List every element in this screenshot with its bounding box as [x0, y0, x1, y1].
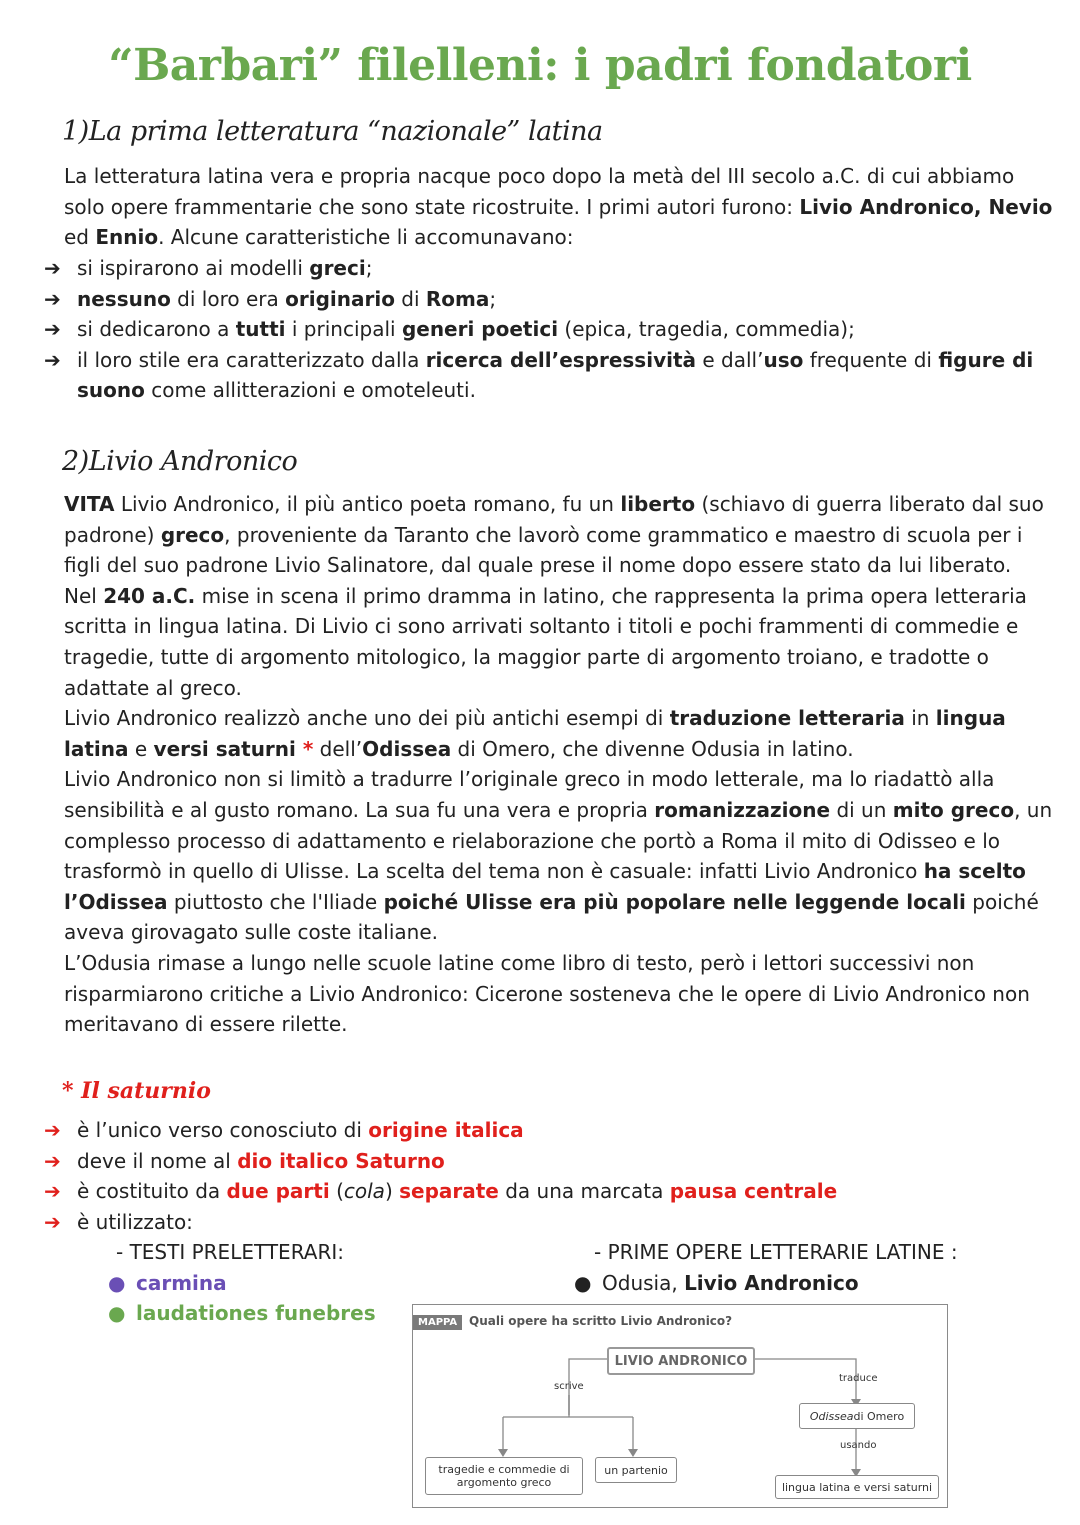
saturnio-title: * Il saturnio [62, 1078, 211, 1104]
list-item: ➔ si ispirarono ai modelli greci; [44, 253, 1054, 284]
list-item: ➔ deve il nome al dio italico Saturno [44, 1146, 1054, 1177]
concept-map [412, 1304, 948, 1508]
paragraph-romanizzazione: Livio Andronico non si limitò a tradurre l’originale greco in modo letterale, ma lo riadattò alla sensibilità e al gusto romano. La sua fu una vera e propria romanizzazione di un mito greco, un complesso processo di adattamento e rielaborazione che portò a Roma il mito di Odisseo e lo trasformò in quello di Ulisse. La scelta del tema non è casuale: infatti Livio Andronico ha scelto l’Odissea piuttosto che l'Iliade poiché Ulisse era più popolare nelle leggende locali poiché aveva girovagato sulle coste italiane. [64, 767, 1053, 945]
mappa-tag: MAPPA [413, 1315, 462, 1330]
paragraph-240: Nel 240 a.C. mise in scena il primo dramma in latino, che rappresenta la prima opera letteraria scritta in lingua latina. Di Livio ci sono arrivati soltanto i titoli e pochi frammenti di commedie e tragedie, tutte di argomento mitologico, la maggior parte di argomento troiano, e tradotte o adattate al greco. [64, 583, 1027, 700]
map-label-traduce: traduce [839, 1373, 878, 1384]
arrow-icon: ➔ [44, 1209, 61, 1234]
paragraph-odusia: L’Odusia rimase a lungo nelle scuole latine come libro di testo, però i lettori successivi non risparmiarono critiche a Livio Andronico: Cicerone sosteneva che le opere di Livio Andronico non meritavano di essere rilette. [64, 950, 1030, 1037]
map-node-partenio: un partenio [595, 1457, 677, 1483]
map-node-lingua: lingua latina e versi saturni [775, 1475, 939, 1499]
bullet-icon: ● [108, 1301, 126, 1326]
preletterari-heading: - TESTI PRELETTERARI: [116, 1240, 344, 1264]
map-node-tragedie: tragedie e commedie di argomento greco [425, 1457, 583, 1495]
arrow-icon: ➔ [44, 347, 61, 372]
paragraph-vita: VITA Livio Andronico, il più antico poeta romano, fu un liberto (schiavo di guerra liberato dal suo padrone) greco, proveniente da Taranto che lavorò come grammatico e maestro di scuola per i figli del suo padrone Livio Salinatore, dal quale prese il nome dopo essere stato da lui liberato. [64, 492, 1044, 578]
arrow-icon: ➔ [44, 1148, 61, 1173]
list-item: ● carmina [108, 1268, 376, 1299]
saturnio-list [44, 1115, 1054, 1237]
opere-heading: - PRIME OPERE LETTERARIE LATINE : [594, 1240, 958, 1264]
map-node-odissea: Odissea di Omero [799, 1403, 915, 1429]
map-label-scrive: scrive [554, 1381, 584, 1392]
mappa-question: Quali opere ha scritto Livio Andronico? [469, 1314, 733, 1328]
list-item: ➔ è l’unico verso conosciuto di origine italica [44, 1115, 1054, 1146]
characteristics-list [44, 253, 1054, 406]
list-item: ➔ il loro stile era caratterizzato dalla ricerca dell’espressività e dall’uso frequente di figure di suono come allitterazioni e omoteleuti. [44, 345, 1054, 406]
arrow-icon: ➔ [44, 1179, 61, 1204]
list-item: ➔ si dedicarono a tutti i principali generi poetici (epica, tragedia, commedia); [44, 314, 1054, 345]
map-node-livio: LIVIO ANDRONICO [607, 1347, 755, 1375]
preletterari-column [108, 1237, 376, 1329]
list-item: ➔ è utilizzato: [44, 1207, 1054, 1238]
section-heading-1: 1)La prima letteratura “nazionale” latina [62, 116, 603, 147]
list-item: ➔ è costituito da due parti (cola) separate da una marcata pausa centrale [44, 1176, 1054, 1207]
arrow-icon: ➔ [44, 1118, 61, 1142]
livio-text [64, 489, 1054, 1040]
bullet-icon: ● [108, 1270, 126, 1295]
list-item: ➔ nessuno di loro era originario di Roma; [44, 284, 1054, 315]
opere-column [574, 1237, 958, 1298]
intro-paragraph: La letteratura latina vera e propria nacque poco dopo la metà del III secolo a.C. di cui abbiamo solo opere frammentarie che sono state ricostruite. I primi autori furono: Livio Andronico, Nevio ed Ennio. Alcune caratteristiche li accomunavano: [64, 164, 1053, 250]
page-title: “Barbari” filelleni: i padri fondatori [108, 40, 972, 91]
paragraph-traduzione: Livio Andronico realizzò anche uno dei più antichi esempi di traduzione letteraria in lingua latina e versi saturni * dell’Odissea di Omero, che divenne Odusia in latino. [64, 706, 1006, 761]
arrow-icon: ➔ [44, 286, 61, 311]
section-heading-2: 2)Livio Andronico [62, 446, 298, 477]
bullet-icon: ● [574, 1270, 592, 1295]
arrow-icon: ➔ [44, 317, 61, 342]
list-item: ● Odusia, Livio Andronico [574, 1268, 958, 1299]
list-item: ● laudationes funebres [108, 1298, 376, 1329]
arrow-icon: ➔ [44, 256, 61, 280]
map-label-usando: usando [840, 1440, 877, 1451]
